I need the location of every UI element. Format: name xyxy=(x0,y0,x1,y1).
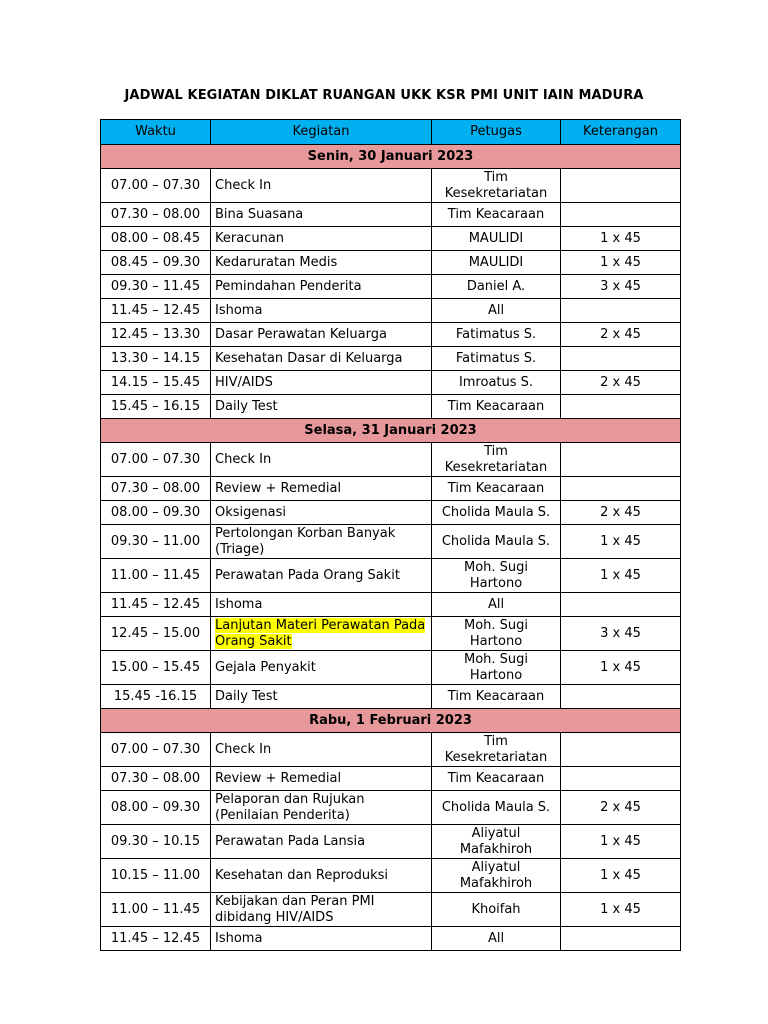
note-cell xyxy=(561,203,681,227)
note-cell: 2 x 45 xyxy=(561,371,681,395)
table-row xyxy=(101,859,681,893)
table-row xyxy=(101,347,681,371)
activity-cell: Kesehatan Dasar di Keluarga xyxy=(211,347,432,371)
note-cell: 1 x 45 xyxy=(561,251,681,275)
activity-cell: Review + Remedial xyxy=(211,767,432,791)
time-cell: 07.00 – 07.30 xyxy=(101,733,211,767)
table-row xyxy=(101,323,681,347)
table-row xyxy=(101,227,681,251)
table-row xyxy=(101,525,681,559)
note-cell xyxy=(561,443,681,477)
note-cell xyxy=(561,593,681,617)
time-cell: 09.30 – 11.45 xyxy=(101,275,211,299)
schedule-table xyxy=(100,119,681,951)
note-cell: 3 x 45 xyxy=(561,275,681,299)
table-row xyxy=(101,559,681,593)
time-cell: 11.45 – 12.45 xyxy=(101,299,211,323)
note-cell: 1 x 45 xyxy=(561,559,681,593)
table-row xyxy=(101,395,681,419)
activity-cell: Kebijakan dan Peran PMI dibidang HIV/AIDS xyxy=(211,893,432,927)
time-cell: 15.45 – 16.15 xyxy=(101,395,211,419)
officer-cell: Fatimatus S. xyxy=(432,347,561,371)
day-label: Selasa, 31 Januari 2023 xyxy=(101,419,681,443)
time-cell: 07.00 – 07.30 xyxy=(101,169,211,203)
note-cell: 2 x 45 xyxy=(561,501,681,525)
table-row xyxy=(101,651,681,685)
day-header-row xyxy=(101,709,681,733)
document-title: JADWAL KEGIATAN DIKLAT RUANGAN UKK KSR PMI UNIT IAIN MADURA xyxy=(124,88,644,103)
activity-cell: Oksigenasi xyxy=(211,501,432,525)
officer-cell: MAULIDI xyxy=(432,251,561,275)
activity-cell: Daily Test xyxy=(211,395,432,419)
officer-cell: Khoifah xyxy=(432,893,561,927)
day-label: Senin, 30 Januari 2023 xyxy=(101,145,681,169)
activity-cell: Kesehatan dan Reproduksi xyxy=(211,859,432,893)
time-cell: 11.00 – 11.45 xyxy=(101,893,211,927)
officer-cell: Tim Keacaraan xyxy=(432,203,561,227)
time-cell: 11.45 – 12.45 xyxy=(101,927,211,951)
time-cell: 15.00 – 15.45 xyxy=(101,651,211,685)
time-cell: 08.00 – 09.30 xyxy=(101,791,211,825)
activity-cell: Gejala Penyakit xyxy=(211,651,432,685)
table-row xyxy=(101,251,681,275)
activity-cell: Ishoma xyxy=(211,593,432,617)
officer-cell: MAULIDI xyxy=(432,227,561,251)
officer-cell: Aliyatul Mafakhiroh xyxy=(432,859,561,893)
time-cell: 09.30 – 11.00 xyxy=(101,525,211,559)
note-cell: 3 x 45 xyxy=(561,617,681,651)
activity-cell: HIV/AIDS xyxy=(211,371,432,395)
time-cell: 08.00 – 09.30 xyxy=(101,501,211,525)
table-row xyxy=(101,927,681,951)
time-cell: 08.45 – 09.30 xyxy=(101,251,211,275)
note-cell: 1 x 45 xyxy=(561,525,681,559)
note-cell xyxy=(561,733,681,767)
activity-cell: Pemindahan Penderita xyxy=(211,275,432,299)
table-row xyxy=(101,477,681,501)
officer-cell: All xyxy=(432,593,561,617)
table-row xyxy=(101,203,681,227)
time-cell: 12.45 – 13.30 xyxy=(101,323,211,347)
activity-cell: Keracunan xyxy=(211,227,432,251)
activity-cell: Dasar Perawatan Keluarga xyxy=(211,323,432,347)
activity-cell xyxy=(211,617,432,651)
activity-cell: Check In xyxy=(211,443,432,477)
day-header-row xyxy=(101,419,681,443)
day-header-row xyxy=(101,145,681,169)
note-cell: 2 x 45 xyxy=(561,791,681,825)
table-row xyxy=(101,791,681,825)
note-cell xyxy=(561,477,681,501)
officer-cell: Tim Keacaraan xyxy=(432,477,561,501)
table-row xyxy=(101,501,681,525)
officer-cell: Cholida Maula S. xyxy=(432,791,561,825)
note-cell: 1 x 45 xyxy=(561,825,681,859)
officer-cell: Moh. Sugi Hartono xyxy=(432,617,561,651)
time-cell: 11.00 – 11.45 xyxy=(101,559,211,593)
activity-cell: Bina Suasana xyxy=(211,203,432,227)
note-cell: 1 x 45 xyxy=(561,651,681,685)
officer-cell: Fatimatus S. xyxy=(432,323,561,347)
note-cell: 1 x 45 xyxy=(561,893,681,927)
table-row xyxy=(101,275,681,299)
officer-cell: All xyxy=(432,299,561,323)
activity-cell: Pelaporan dan Rujukan (Penilaian Penderita) xyxy=(211,791,432,825)
table-row xyxy=(101,825,681,859)
activity-cell: Daily Test xyxy=(211,685,432,709)
activity-cell: Kedaruratan Medis xyxy=(211,251,432,275)
officer-cell: All xyxy=(432,927,561,951)
note-cell xyxy=(561,685,681,709)
table-row xyxy=(101,685,681,709)
officer-cell: Cholida Maula S. xyxy=(432,501,561,525)
activity-cell: Review + Remedial xyxy=(211,477,432,501)
time-cell: 14.15 – 15.45 xyxy=(101,371,211,395)
note-cell xyxy=(561,927,681,951)
activity-cell: Perawatan Pada Lansia xyxy=(211,825,432,859)
officer-cell: Daniel A. xyxy=(432,275,561,299)
activity-cell: Ishoma xyxy=(211,927,432,951)
activity-cell: Check In xyxy=(211,169,432,203)
note-cell xyxy=(561,767,681,791)
table-row xyxy=(101,443,681,477)
officer-cell: Tim Keacaraan xyxy=(432,395,561,419)
time-cell: 11.45 – 12.45 xyxy=(101,593,211,617)
officer-cell: Imroatus S. xyxy=(432,371,561,395)
officer-cell: Tim Kesekretariatan xyxy=(432,443,561,477)
time-cell: 07.30 – 08.00 xyxy=(101,203,211,227)
header-kegiatan: Kegiatan xyxy=(211,120,432,145)
officer-cell: Aliyatul Mafakhiroh xyxy=(432,825,561,859)
header-waktu: Waktu xyxy=(101,120,211,145)
activity-cell: Perawatan Pada Orang Sakit xyxy=(211,559,432,593)
officer-cell: Moh. Sugi Hartono xyxy=(432,559,561,593)
time-cell: 15.45 -16.15 xyxy=(101,685,211,709)
officer-cell: Tim Kesekretariatan xyxy=(432,733,561,767)
activity-cell: Pertolongan Korban Banyak (Triage) xyxy=(211,525,432,559)
time-cell: 07.30 – 08.00 xyxy=(101,477,211,501)
note-cell xyxy=(561,395,681,419)
time-cell: 12.45 – 15.00 xyxy=(101,617,211,651)
time-cell: 07.30 – 08.00 xyxy=(101,767,211,791)
table-row xyxy=(101,299,681,323)
header-keterangan: Keterangan xyxy=(561,120,681,145)
time-cell: 09.30 – 10.15 xyxy=(101,825,211,859)
note-cell xyxy=(561,347,681,371)
officer-cell: Tim Keacaraan xyxy=(432,767,561,791)
time-cell: 13.30 – 14.15 xyxy=(101,347,211,371)
table-header-row xyxy=(101,120,681,145)
officer-cell: Moh. Sugi Hartono xyxy=(432,651,561,685)
time-cell: 08.00 – 08.45 xyxy=(101,227,211,251)
activity-cell: Check In xyxy=(211,733,432,767)
highlighted-activity-text: Lanjutan Materi Perawatan Pada Orang Sakit xyxy=(215,617,426,649)
note-cell xyxy=(561,169,681,203)
table-row xyxy=(101,617,681,651)
table-row xyxy=(101,733,681,767)
note-cell: 2 x 45 xyxy=(561,323,681,347)
schedule-body xyxy=(101,145,681,951)
header-petugas: Petugas xyxy=(432,120,561,145)
activity-cell: Ishoma xyxy=(211,299,432,323)
table-row xyxy=(101,371,681,395)
table-row xyxy=(101,893,681,927)
time-cell: 07.00 – 07.30 xyxy=(101,443,211,477)
officer-cell: Tim Keacaraan xyxy=(432,685,561,709)
table-row xyxy=(101,767,681,791)
note-cell: 1 x 45 xyxy=(561,859,681,893)
officer-cell: Cholida Maula S. xyxy=(432,525,561,559)
note-cell: 1 x 45 xyxy=(561,227,681,251)
day-label: Rabu, 1 Februari 2023 xyxy=(101,709,681,733)
officer-cell: Tim Kesekretariatan xyxy=(432,169,561,203)
table-row xyxy=(101,593,681,617)
note-cell xyxy=(561,299,681,323)
table-row xyxy=(101,169,681,203)
time-cell: 10.15 – 11.00 xyxy=(101,859,211,893)
